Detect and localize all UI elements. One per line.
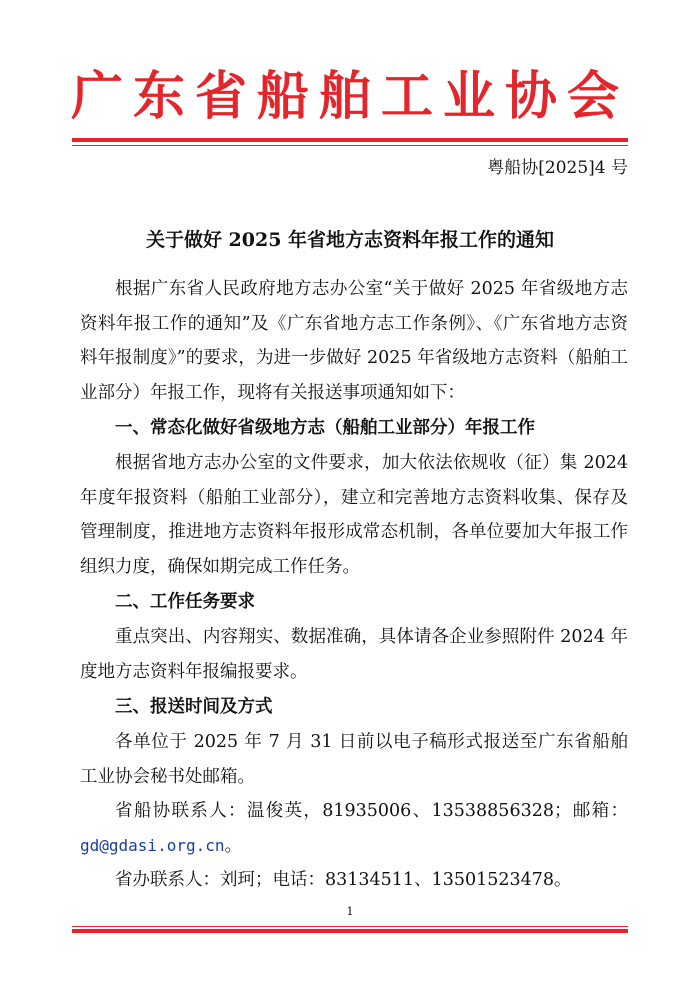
document-number: 粤船协[2025]4 号 (487, 158, 628, 178)
footer-rule-thick (72, 929, 628, 933)
header-rule-thick (72, 138, 628, 142)
header-rule-thin (72, 145, 628, 146)
document-title: 关于做好 2025 年省地方志资料年报工作的通知 (145, 229, 555, 251)
section-body-2: 重点突出、内容翔实、数据准确，具体请各企业参照附件 2024 年度地方志资料年报编报要求。 (80, 627, 628, 682)
section-heading-3: 三、报送时间及方式 (115, 697, 273, 717)
contact-email-link[interactable]: gd@gdasi.org.cn (80, 835, 225, 855)
section-body-3: 各单位于 2025 年 7 月 31 日前以电子稿形式报送至广东省船舶工业协会秘书处邮箱。 (80, 732, 628, 787)
contact-office: 省办联系人：刘珂；电话：83134511、13501523478。 (115, 870, 572, 890)
page-number: 1 (346, 905, 354, 918)
section-heading-2: 二、工作任务要求 (115, 592, 255, 612)
section-body-1: 根据省地方志办公室的文件要求，加大依法依规收（征）集 2024 年度年报资料（船舶工业部分），建立和完善地方志资料收集、保存及管理制度，推进地方志资料年报形成常态机制，各单位要加大年报工作组织力度，确保如期完成工作任务。 (80, 453, 628, 577)
document-body (80, 272, 628, 898)
contact-association-suffix: 。 (224, 835, 242, 856)
contact-association-text: 省船协联系人：温俊英，81935006、13538856328；邮箱： (115, 801, 628, 821)
intro-paragraph: 根据广东省人民政府地方志办公室“关于做好 2025 年省级地方志资料年报工作的通知”及《广东省地方志工作条例》、《广东省地方志资料年报制度》”的要求，为进一步做好 2025 年省级地方志资料（船舶工业部分）年报工作，现将有关报送事项通知如下： (80, 279, 628, 403)
footer-rule-thin (72, 926, 628, 927)
section-heading-1: 一、常态化做好省级地方志（船舶工业部分）年报工作 (115, 418, 535, 438)
contact-association (80, 794, 628, 863)
org-masthead: 广东省船舶工业协会 (70, 66, 629, 127)
